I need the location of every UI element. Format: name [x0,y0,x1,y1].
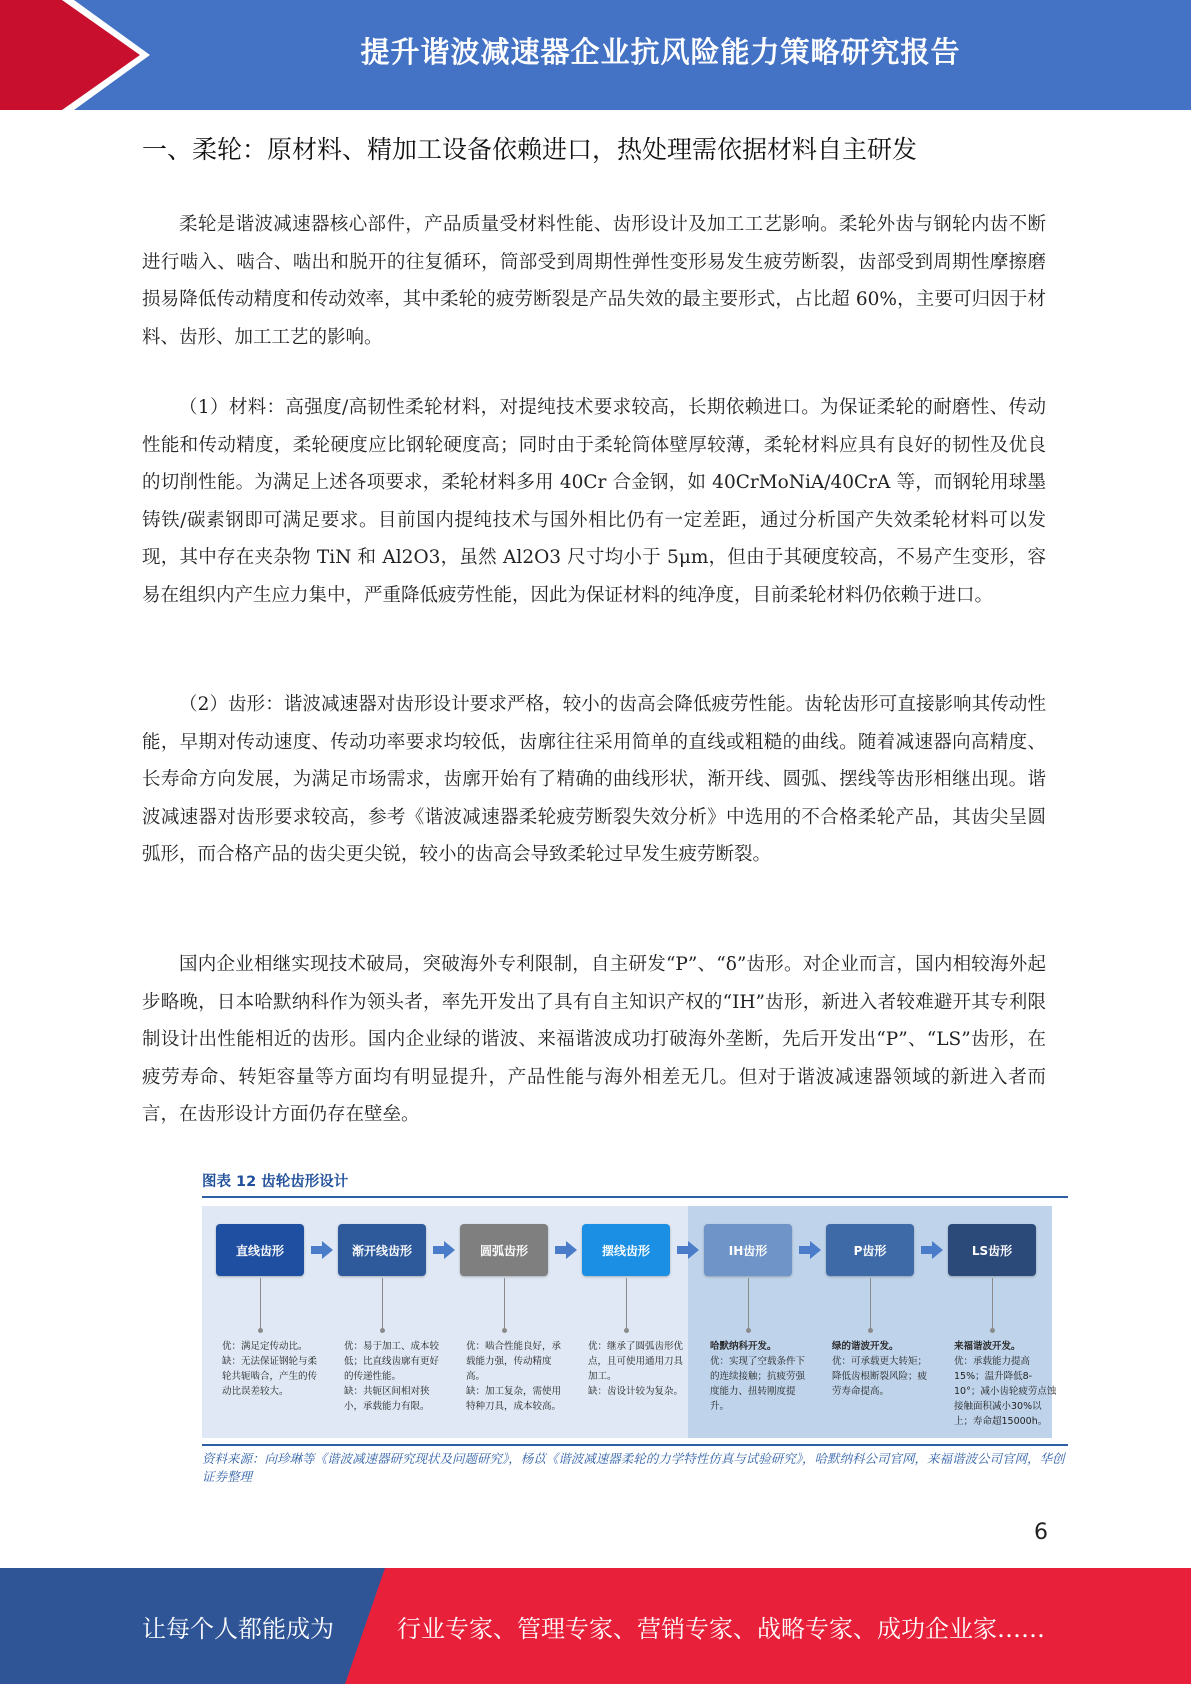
paragraph-block [142,946,1046,1134]
description-line: 优：承载能力提高15%；温升降低8-10°；减小齿轮疲劳点蚀接触面积减小30%以上；寿命超15000h。 [954,1356,1057,1427]
paragraph-block [142,686,1046,874]
page-footer [0,1568,1191,1684]
figure-title: 图表 12 齿轮齿形设计 [202,1170,1068,1198]
connector-line [382,1278,383,1330]
tooth-profile-description [344,1339,448,1414]
tooth-profile-description [466,1339,570,1414]
tooth-profile-description [832,1339,936,1399]
paragraph-material: （1）材料：高强度/高韧性柔轮材料，对提纯技术要求较高，长期依赖进口。为保证柔轮的耐磨性、传动性能和传动精度，柔轮硬度应比钢轮硬度高；同时由于柔轮筒体壁厚较薄，柔轮材料应具有良好的韧性及优良的切削性能。为满足上述各项要求，柔轮材料多用 40Cr 合金钢，如 40CrMoNiA/40CrA 等，而钢轮用球墨铸铁/碳素钢即可满足要求。目前国内提纯技术与国外相比仍有一定差距，通过分析国产失效柔轮材料可以发现，其中存在夹杂物 TiN 和 Al2O3，虽然 Al2O3 尺寸均小于 5μm，但由于其硬度较高，不易产生变形，容易在组织内产生应力集中，严重降低疲劳性能，因此为保证材料的纯净度，目前柔轮材料仍依赖于进口。 [142,397,1046,606]
description-line: 优：啮合性能良好，承载能力强，传动精度高。 [466,1341,562,1382]
tooth-profile-step: IH齿形 [704,1224,792,1276]
tooth-profile-step: P齿形 [826,1224,914,1276]
tooth-profile-step: 圆弧齿形 [460,1224,548,1276]
page-header [0,0,1191,110]
paragraph-domestic-breakthrough: 国内企业相继实现技术破局，突破海外专利限制，自主研发“P”、“δ”齿形。对企业而言，国内相较海外起步略晚，日本哈默纳科作为领头者，率先开发出了具有自主知识产权的“IH”齿形，新进入者较难避开其专利限制设计出性能相近的齿形。国内企业绿的谐波、来福谐波成功打破海外垄断，先后开发出“P”、“LS”齿形，在疲劳寿命、转矩容量等方面均有明显提升，产品性能与海外相差无几。但对于谐波减速器领域的新进入者而言，在齿形设计方面仍存在壁垒。 [142,954,1046,1125]
header-red-chevron [0,0,150,110]
flow-arrow-icon [555,1241,577,1259]
page-number: 6 [1034,1520,1048,1545]
paragraph-block [142,389,1046,614]
tooth-profile-step: 直线齿形 [216,1224,304,1276]
tooth-profile-step: LS齿形 [948,1224,1036,1276]
connector-line [626,1278,627,1330]
description-line: 缺：无法保证钢轮与柔轮共轭啮合，产生的传动比误差较大。 [222,1356,318,1397]
connector-line [870,1278,871,1330]
footer-slogan-right: 行业专家、管理专家、营销专家、战略专家、成功企业家…… [397,1614,1045,1643]
flow-arrow-icon [433,1241,455,1259]
figure-diagram [202,1206,1057,1438]
section-heading: 一、柔轮：原材料、精加工设备依赖进口，热处理需依据材料自主研发 [142,135,918,164]
connector-dot [624,1328,629,1333]
description-line: 缺：齿设计较为复杂。 [588,1386,684,1397]
tooth-profile-description [588,1339,692,1399]
tooth-profile-description [710,1339,814,1414]
figure-source: 资料来源：向珍琳等《谐波减速器研究现状及问题研究》，杨苡《谐波减速器柔轮的力学特性仿真与试验研究》，哈默纳科公司官网，来福谐波公司官网，华创证券整理 [202,1444,1068,1486]
description-line: 优：实现了空载条件下的连续接触；抗疲劳强度能力、扭转刚度提升。 [710,1356,806,1412]
flow-arrow-icon [799,1241,821,1259]
connector-dot [502,1328,507,1333]
connector-dot [258,1328,263,1333]
flow-arrow-icon [921,1241,943,1259]
figure-gear-tooth-design [202,1170,1068,1486]
connector-dot [746,1328,751,1333]
connector-line [260,1278,261,1330]
report-title: 提升谐波减速器企业抗风险能力策略研究报告 [360,34,961,69]
connector-dot [380,1328,385,1333]
tooth-profile-description [222,1339,326,1399]
tooth-profile-description [954,1339,1058,1429]
description-line: 缺：共轭区间相对狭小，承载能力有限。 [344,1386,430,1412]
flow-arrow-icon [677,1241,699,1259]
flow-arrow-icon [311,1241,333,1259]
description-line: 缺：加工复杂，需使用特种刀具，成本较高。 [466,1386,562,1412]
connector-dot [868,1328,873,1333]
developer-company: 绿的谐波开发。 [832,1341,899,1352]
paragraph-tooth-profile: （2）齿形：谐波减速器对齿形设计要求严格，较小的齿高会降低疲劳性能。齿轮齿形可直接影响其传动性能，早期对传动速度、传动功率要求均较低，齿廓往往采用简单的直线或粗糙的曲线。随着减速器向高精度、长寿命方向发展，为满足市场需求，齿廓开始有了精确的曲线形状，渐开线、圆弧、摆线等齿形相继出现。谐波减速器对齿形要求较高，参考《谐波减速器柔轮疲劳断裂失效分析》中选用的不合格柔轮产品，其齿尖呈圆弧形，而合格产品的齿尖更尖锐，较小的齿高会导致柔轮过早发生疲劳断裂。 [142,694,1046,865]
tooth-profile-step: 摆线齿形 [582,1224,670,1276]
description-line: 优：满足定传动比。 [222,1341,308,1352]
paragraph-block [142,206,1046,356]
connector-line [992,1278,993,1330]
connector-line [748,1278,749,1330]
description-line: 优：易于加工、成本较低；比直线齿廓有更好的传递性能。 [344,1341,440,1382]
paragraph-flexspline-intro: 柔轮是谐波减速器核心部件，产品质量受材料性能、齿形设计及加工工艺影响。柔轮外齿与钢轮内齿不断进行啮入、啮合、啮出和脱开的往复循环，筒部受到周期性弹性变形易发生疲劳断裂，齿部受到周期性摩擦磨损易降低传动精度和传动效率，其中柔轮的疲劳断裂是产品失效的最主要形式，占比超 60%，主要可归因于材料、齿形、加工工艺的影响。 [142,214,1046,348]
connector-dot [990,1328,995,1333]
footer-slogan-left: 让每个人都能成为 [142,1614,334,1643]
description-line: 优：可承载更大转矩；降低齿根断裂风险；疲劳寿命提高。 [832,1356,928,1397]
description-line: 优：继承了圆弧齿形优点，且可使用通用刀具加工。 [588,1341,684,1382]
connector-line [504,1278,505,1330]
tooth-profile-step: 渐开线齿形 [338,1224,426,1276]
developer-company: 来福谐波开发。 [954,1341,1021,1352]
developer-company: 哈默纳科开发。 [710,1341,777,1352]
